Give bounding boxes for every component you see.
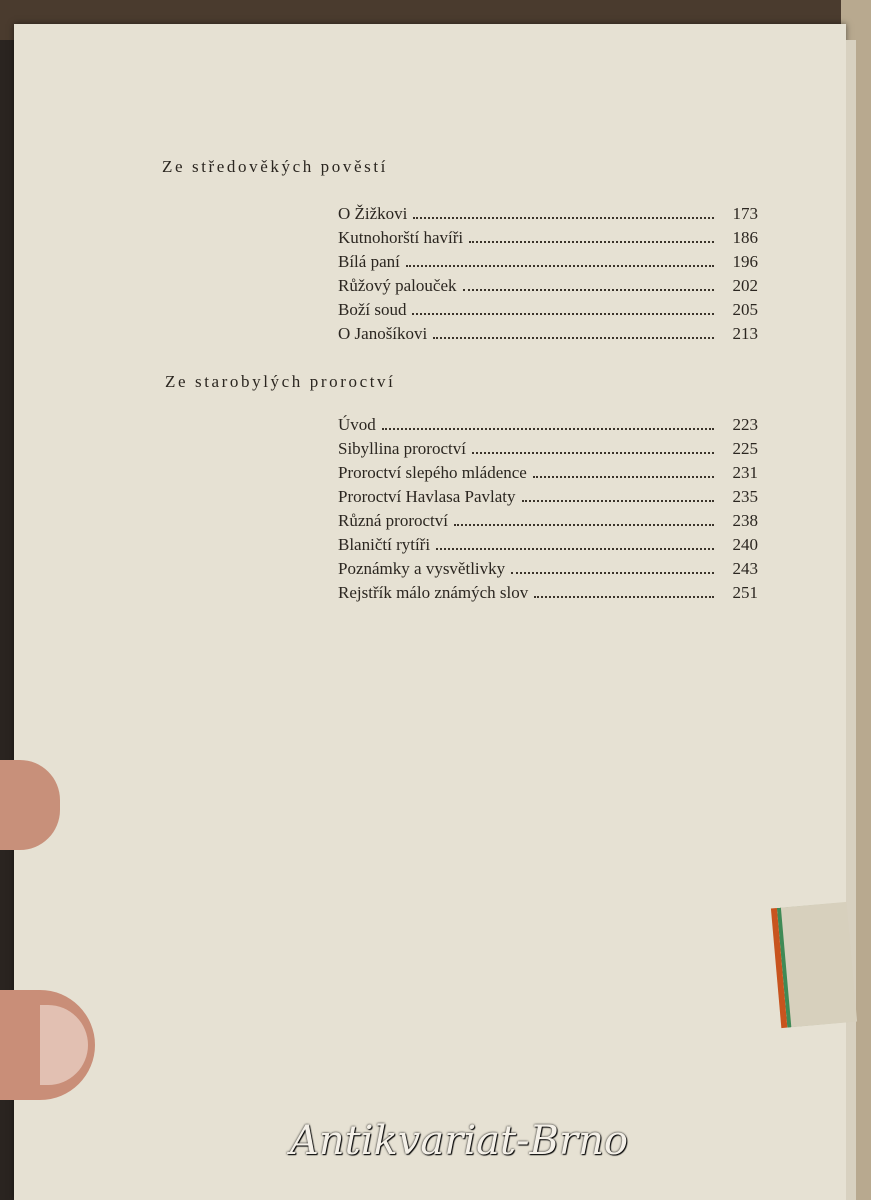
- entry-title: Boží soud: [338, 300, 407, 319]
- dot-leader: [433, 337, 714, 339]
- entry-page: 213: [732, 324, 758, 343]
- dot-leader: [413, 217, 714, 219]
- book-page: [14, 24, 846, 1200]
- toc-entry: [338, 252, 758, 276]
- section-title: Ze středověkých pověstí: [162, 157, 388, 176]
- entry-title: Různá proroctví: [338, 511, 448, 530]
- dot-leader: [412, 313, 714, 315]
- toc-entry: [338, 535, 758, 559]
- entry-title: Blaničtí rytíři: [338, 535, 431, 554]
- entry-page: 251: [732, 583, 758, 602]
- entry-title: Sibyllina proroctví: [338, 439, 466, 458]
- toc-entry: [338, 276, 758, 300]
- dot-leader: [522, 500, 714, 502]
- entry-page: 186: [732, 228, 758, 247]
- toc-entry: [338, 511, 758, 535]
- toc-entry: [338, 439, 758, 463]
- entry-title: Proroctví slepého mládence: [338, 463, 527, 482]
- toc-entry: [338, 487, 758, 511]
- entry-page: 196: [732, 252, 758, 271]
- dot-leader: [469, 241, 714, 243]
- toc-entry: [338, 324, 758, 348]
- toc-entry: [338, 463, 758, 487]
- entry-page: 231: [732, 463, 758, 482]
- entry-title: Poznámky a vysvětlivky: [338, 559, 506, 578]
- toc-list: [338, 204, 758, 348]
- toc-entry: [338, 204, 758, 228]
- entry-page: 202: [732, 276, 758, 295]
- dot-leader: [406, 265, 714, 267]
- dot-leader: [454, 524, 714, 526]
- toc-list: [338, 415, 758, 607]
- entry-title: Růžový palouček: [338, 276, 457, 295]
- entry-page: 238: [732, 511, 758, 530]
- dot-leader: [436, 548, 714, 550]
- dot-leader: [382, 428, 714, 430]
- dot-leader: [533, 476, 714, 478]
- dot-leader: [511, 572, 714, 574]
- toc-entry: [338, 415, 758, 439]
- entry-page: 225: [732, 439, 758, 458]
- toc-entry: [338, 559, 758, 583]
- entry-title: Rejstřík málo známých slov: [338, 583, 529, 602]
- dot-leader: [534, 596, 714, 598]
- entry-page: 240: [732, 535, 758, 554]
- dot-leader: [463, 289, 715, 291]
- entry-page: 205: [732, 300, 758, 319]
- section-title: Ze starobylých proroctví: [165, 372, 396, 391]
- entry-page: 173: [732, 204, 758, 223]
- watermark: Antikvariat-Brno: [290, 1118, 628, 1164]
- page-edge: [846, 40, 856, 1200]
- toc-entry: [338, 228, 758, 252]
- entry-title: Proroctví Havlasa Pavlaty: [338, 487, 516, 506]
- entry-page: 223: [732, 415, 758, 434]
- entry-title: Úvod: [338, 415, 376, 434]
- entry-title: O Janošíkovi: [338, 324, 428, 343]
- fabric-bookmark-tag: [771, 902, 857, 1028]
- toc-entry: [338, 300, 758, 324]
- entry-page: 235: [732, 487, 758, 506]
- entry-title: O Žižkovi: [338, 204, 408, 223]
- dot-leader: [472, 452, 714, 454]
- entry-title: Kutnohorští havíři: [338, 228, 464, 247]
- entry-title: Bílá paní: [338, 252, 400, 271]
- toc-entry: [338, 583, 758, 607]
- entry-page: 243: [732, 559, 758, 578]
